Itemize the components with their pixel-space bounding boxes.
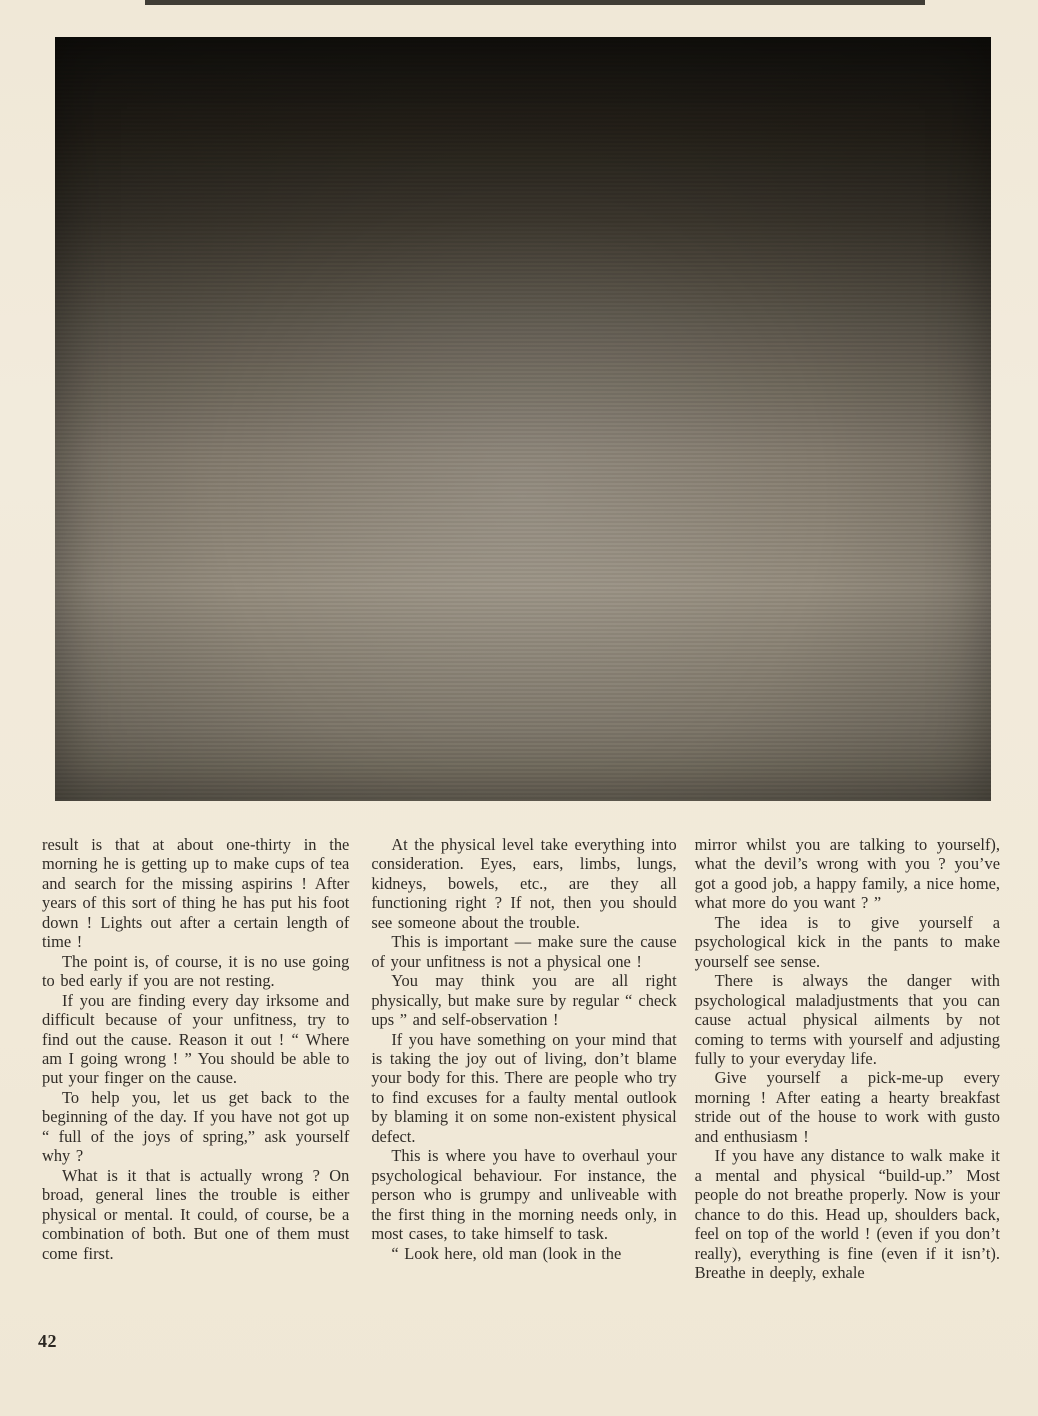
paragraph: result is that at about one-thirty in the morning he is getting up to make cups of tea and search for the missing aspirins ! After years of this sort of thing he has put his foot down ! Lights out after a certain length of time ! xyxy=(42,835,350,952)
article-column-3 xyxy=(695,835,1000,1282)
paragraph: mirror whilst you are talking to yourself), what the devil’s wrong with you ? you’ve got a good job, a happy family, a nice home, what more do you want ? ” xyxy=(694,835,1000,913)
scan-edge-artifact xyxy=(145,0,925,5)
paragraph: This is where you have to overhaul your psychological behaviour. For instance, the person who is grumpy and unliveable with the first thing in the morning needs only, in most cases, to take himself to task. xyxy=(371,1146,677,1244)
paragraph: The idea is to give yourself a psychological kick in the pants to make yourself see sense. xyxy=(694,912,1000,971)
paragraph: If you have any distance to walk make it a mental and physical “build-up.” Most people do not breathe properly. Now is your chance to do this. Head up, shoulders back, feel on top of the world ! (even if you don’t really), everything is fine (even if it isn’t). Breathe in deeply, exhale xyxy=(694,1146,1000,1282)
paragraph: “ Look here, old man (look in the xyxy=(391,1243,622,1263)
photo-vignette xyxy=(55,37,991,801)
article-column-1 xyxy=(42,835,349,1282)
paragraph: If you are finding every day irksome and difficult because of your unfitness, try to find out the cause. Reason it out ! “ Where am I going wrong ! ” You should be able to put your finger on the cause. xyxy=(42,990,350,1088)
paragraph: You may think you are all right physically, but make sure by regular “ check ups ” and self-observation ! xyxy=(371,971,677,1030)
photograph-placeholder xyxy=(55,37,991,801)
paragraph: What is it that is actually wrong ? On broad, general lines the trouble is either physical or mental. It could, of course, be a combination of both. But one of them must come first. xyxy=(42,1165,350,1263)
paragraph: The point is, of course, it is no use going to bed early if you are not resting. xyxy=(42,951,350,991)
paragraph: If you have something on your mind that is taking the joy out of living, don’t blame your body for this. There are people who try to find excuses for a faulty mental outlook by blaming it on some non-existent physical defect. xyxy=(371,1029,677,1146)
paragraph: Give yourself a pick-me-up every morning ! After eating a hearty breakfast stride out of the house to work with gusto and enthusiasm ! xyxy=(694,1068,1000,1146)
article-column-2 xyxy=(371,835,676,1282)
paragraph: This is important — make sure the cause of your unfitness is not a physical one ! xyxy=(371,932,677,971)
paragraph: There is always the danger with psychological maladjustments that you can cause actual physical ailments by not coming to terms with yourself and adjusting fully to your everyday life. xyxy=(694,971,1000,1068)
paragraph: To help you, let us get back to the beginning of the day. If you have not got up “ full of the joys of spring,” ask yourself why ? xyxy=(42,1087,350,1166)
paragraph: At the physical level take everything into consideration. Eyes, ears, limbs, lungs, kidneys, bowels, etc., are they all functioning right ? If not, then you should see someone about the trouble. xyxy=(371,835,677,932)
page-number: 42 xyxy=(38,1331,57,1351)
article-body xyxy=(42,835,1000,1282)
